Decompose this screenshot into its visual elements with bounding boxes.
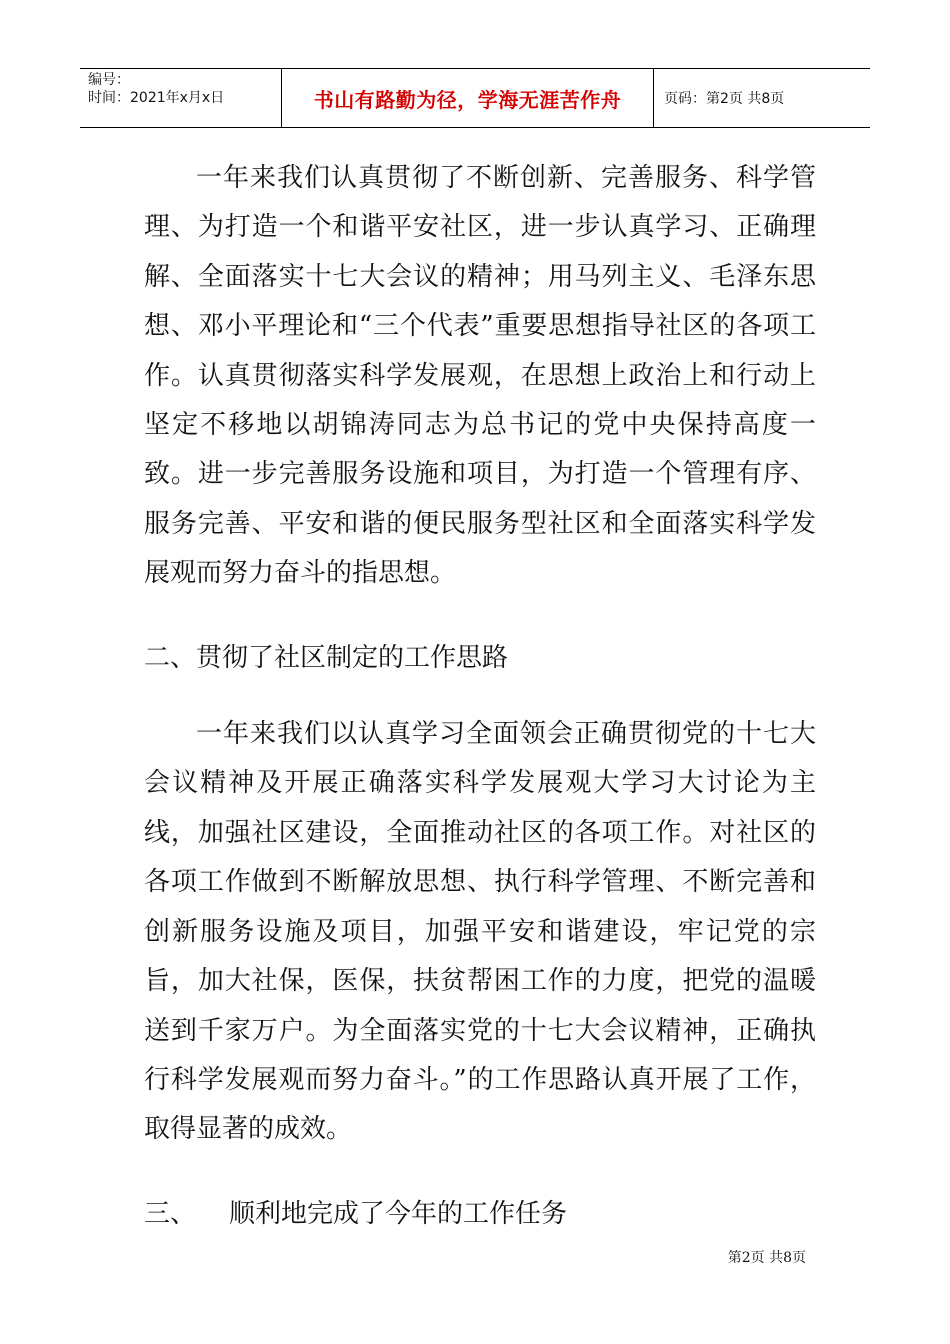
document-body xyxy=(144,154,816,1239)
header-page-info: 页码：第2页 共8页 xyxy=(664,91,785,107)
header-motto: 书山有路勤为径，学海无涯苦作舟 xyxy=(313,87,622,112)
body-paragraph-2: 一年来我们以认真学习全面领会正确贯彻党的十七大会议精神及开展正确落实科学发展观大学习大讨论为主线，加强社区建设，全面推动社区的各项工作。对社区的各项工作做到不断解放思想、执行科学管理、不断完善和创新服务设施及项目，加强平安和谐建设，牢记党的宗旨，加大社保，医保，扶贫帮困工作的力度，把党的温暖送到千家万户。为全面落实党的十七大会议精神，正确执行科学发展观而努力奋斗。”的工作思路认真开展了工作，取得显著的成效。 xyxy=(144,719,816,1145)
document-date: 时间：2021年x月x日 xyxy=(88,90,225,106)
section-heading-2: 二、贯彻了社区制定的工作思路 xyxy=(144,642,509,673)
header-motto-cell xyxy=(282,69,654,127)
header-page-cell xyxy=(654,69,870,127)
header-meta-cell xyxy=(80,69,282,127)
document-number-label: 编号： xyxy=(88,72,130,88)
body-paragraph-1: 一年来我们认真贯彻了不断创新、完善服务、科学管理、为打造一个和谐平安社区，进一步认真学习、正确理解、全面落实十七大会议的精神；用马列主义、毛泽东思想、邓小平理论和“三个代表”重要思想指导社区的各项工作。认真贯彻落实科学发展观，在思想上政治上和行动上坚定不移地以胡锦涛同志为总书记的党中央保持高度一致。进一步完善服务设施和项目，为打造一个管理有序、服务完善、平安和谐的便民服务型社区和全面落实科学发展观而努力奋斗的指思想。 xyxy=(144,163,816,589)
page-header xyxy=(80,68,870,128)
section-heading-3: 三、 顺利地完成了今年的工作任务 xyxy=(144,1198,568,1229)
page-footer-number: 第2页 共8页 xyxy=(727,1250,806,1266)
